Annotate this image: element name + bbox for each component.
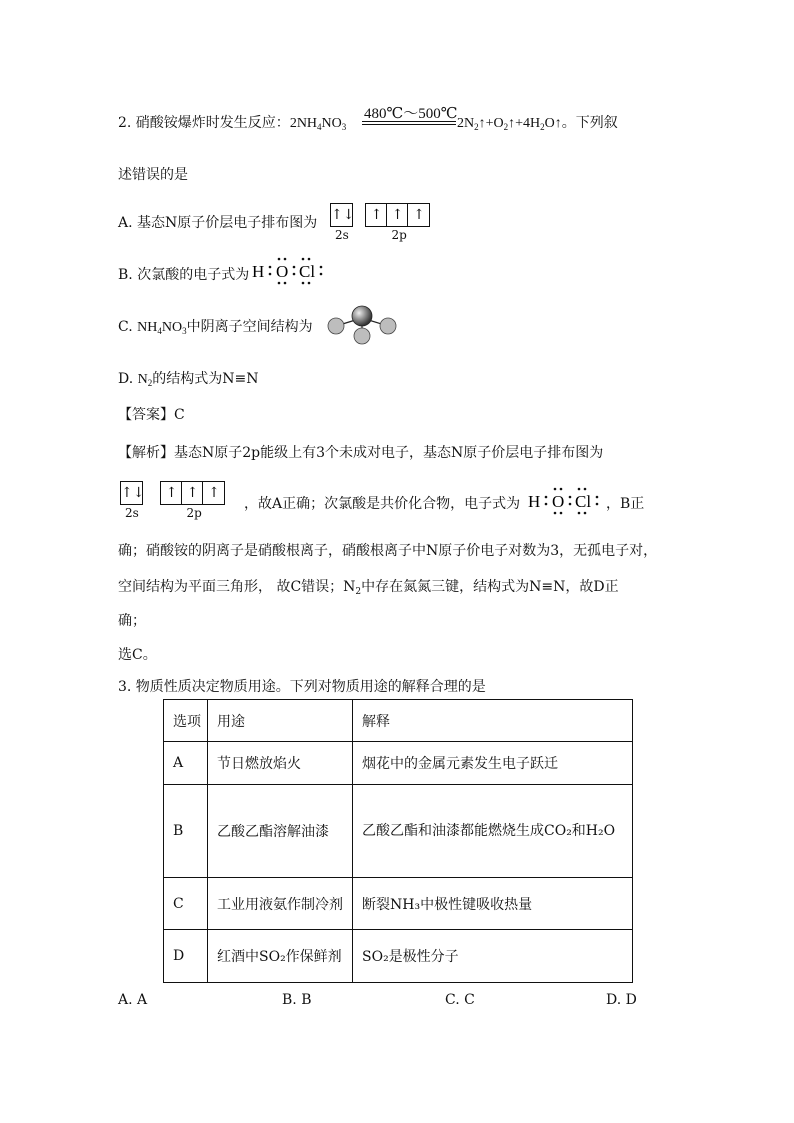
table-cell: 红酒中SO₂作保鲜剂 <box>208 930 353 983</box>
option-c-formula: $NH_4NO_3$ <box>137 320 187 336</box>
q3-choice-d[interactable]: D. D <box>606 992 637 1008</box>
outer-atom <box>380 318 396 334</box>
analysis-line3: 确；硝酸铵的阴离子是硝酸根离子，硝酸根离子中N原子价电子对数为3，无孤电子对， <box>118 543 658 559</box>
q2-option-c[interactable]: C. $NH_4NO_3$中阴离子空间结构为 <box>118 319 313 336</box>
outer-atom <box>328 318 344 334</box>
q3-choice-c[interactable]: C. C <box>445 992 475 1008</box>
option-a-text: A. 基态N原子价层电子排布图为 <box>118 215 318 231</box>
table-cell: C <box>164 878 208 930</box>
q3-stem: 3. 物质性质决定物质用途。下列对物质用途的解释合理的是 <box>118 679 486 695</box>
analysis-line1: 【解析】基态N原子2p能级上有3个未成对电子，基态N原子价层电子排布图为 <box>118 445 604 461</box>
reaction-arrow-top <box>362 121 456 122</box>
lewis-o: O <box>276 262 289 281</box>
lewis-cl: Cl <box>299 262 316 281</box>
outer-atom <box>354 328 370 344</box>
q2-answer: 【答案】C <box>118 407 185 423</box>
orbital-diagram-analysis <box>120 481 225 520</box>
lewis-h: H <box>528 492 541 511</box>
q2-option-b[interactable] <box>118 264 249 284</box>
table-row <box>164 785 633 878</box>
table-cell: 节日燃放焰火 <box>208 742 353 785</box>
reaction-arrow-bottom <box>362 124 456 125</box>
q3-choice-a[interactable]: A. A <box>118 992 148 1008</box>
label-2s: 2s <box>125 506 139 520</box>
table-cell: 工业用液氨作制冷剂 <box>208 878 353 930</box>
table-cell: 断裂NH₃中极性键吸收热量 <box>353 878 633 930</box>
option-b-text: B. 次氯酸的电子式为 <box>118 267 250 283</box>
label-2p: 2p <box>186 506 202 520</box>
option-c-text: 中阴离子空间结构为 <box>186 319 313 335</box>
table-header-cell: 用途 <box>208 700 353 742</box>
lewis-structure-hclo <box>250 254 330 288</box>
reaction-left: $2NH_4NO_3$ <box>289 116 347 132</box>
table-cell: 烟花中的金属元素发生电子跃迁 <box>353 742 633 785</box>
analysis-line4: 空间结构为平面三角形， 故C错误；$N_2$中存在氮氮三键，结构式为N≡N，故D正 <box>118 579 619 597</box>
table-cell: B <box>164 785 208 878</box>
lewis-o: O <box>552 492 565 511</box>
label-2p: 2p <box>391 228 407 242</box>
lewis-structure-hclo-analysis <box>526 484 606 518</box>
orbital-cell: ↑↓ <box>331 207 355 223</box>
orbital-2s-box <box>330 203 353 227</box>
table-cell: SO₂是极性分子 <box>353 930 633 983</box>
table-cell: 乙酸乙酯溶解油漆 <box>208 785 353 878</box>
reaction-products: $2N_2↑+O_2↑+4H_2O↑$。下列叙 <box>457 115 618 132</box>
label-2s: 2s <box>335 228 349 242</box>
option-d-text: 的结构式为N≡N <box>152 371 259 387</box>
table-cell: D <box>164 930 208 983</box>
orbital-diagram-a <box>330 203 430 242</box>
lewis-cl: Cl <box>575 492 592 511</box>
q3-table <box>163 699 633 983</box>
orbital-cell: ↑↓ <box>121 485 145 501</box>
orbital-2p-box <box>365 203 430 227</box>
option-d-formula: $N_2$ <box>137 372 153 388</box>
central-atom <box>352 306 372 326</box>
analysis-line2b: ，B正 <box>606 496 645 512</box>
q2-stem-line1 <box>118 112 346 132</box>
orbital-cell: ↑ <box>413 207 425 223</box>
orbital-2s-box <box>120 481 143 505</box>
trigonal-planar-model <box>326 302 398 346</box>
q2-stem-prefix: 2. 硝酸铵爆炸时发生反应： <box>118 115 290 131</box>
q2-option-a[interactable] <box>118 212 317 232</box>
table-header-row <box>164 700 633 742</box>
q2-option-d[interactable]: D. $N_2$的结构式为N≡N <box>118 371 259 388</box>
table-row <box>164 742 633 785</box>
orbital-cell: ↑ <box>182 482 203 504</box>
analysis-line2a: ，故A正确；次氯酸是共价化合物，电子式为 <box>244 496 521 512</box>
q3-choice-b[interactable]: B. B <box>282 992 312 1008</box>
table-row <box>164 930 633 983</box>
table-header-cell: 选项 <box>164 700 208 742</box>
analysis-line5: 确； <box>118 613 146 629</box>
q2-stem-line2: 述错误的是 <box>118 167 188 183</box>
table-cell: 乙酸乙酯和油漆都能燃烧生成CO₂和H₂O <box>353 785 633 878</box>
table-row <box>164 878 633 930</box>
orbital-2p-box <box>160 481 225 505</box>
analysis-line6: 选C。 <box>118 647 157 663</box>
orbital-cell: ↑ <box>161 482 182 504</box>
orbital-cell: ↑ <box>208 485 220 501</box>
table-header-cell: 解释 <box>353 700 633 742</box>
table-cell: A <box>164 742 208 785</box>
reaction-condition: 480℃～500℃ <box>364 106 458 122</box>
orbital-cell: ↑ <box>366 204 387 226</box>
orbital-cell: ↑ <box>387 204 408 226</box>
lewis-h: H <box>252 262 265 281</box>
